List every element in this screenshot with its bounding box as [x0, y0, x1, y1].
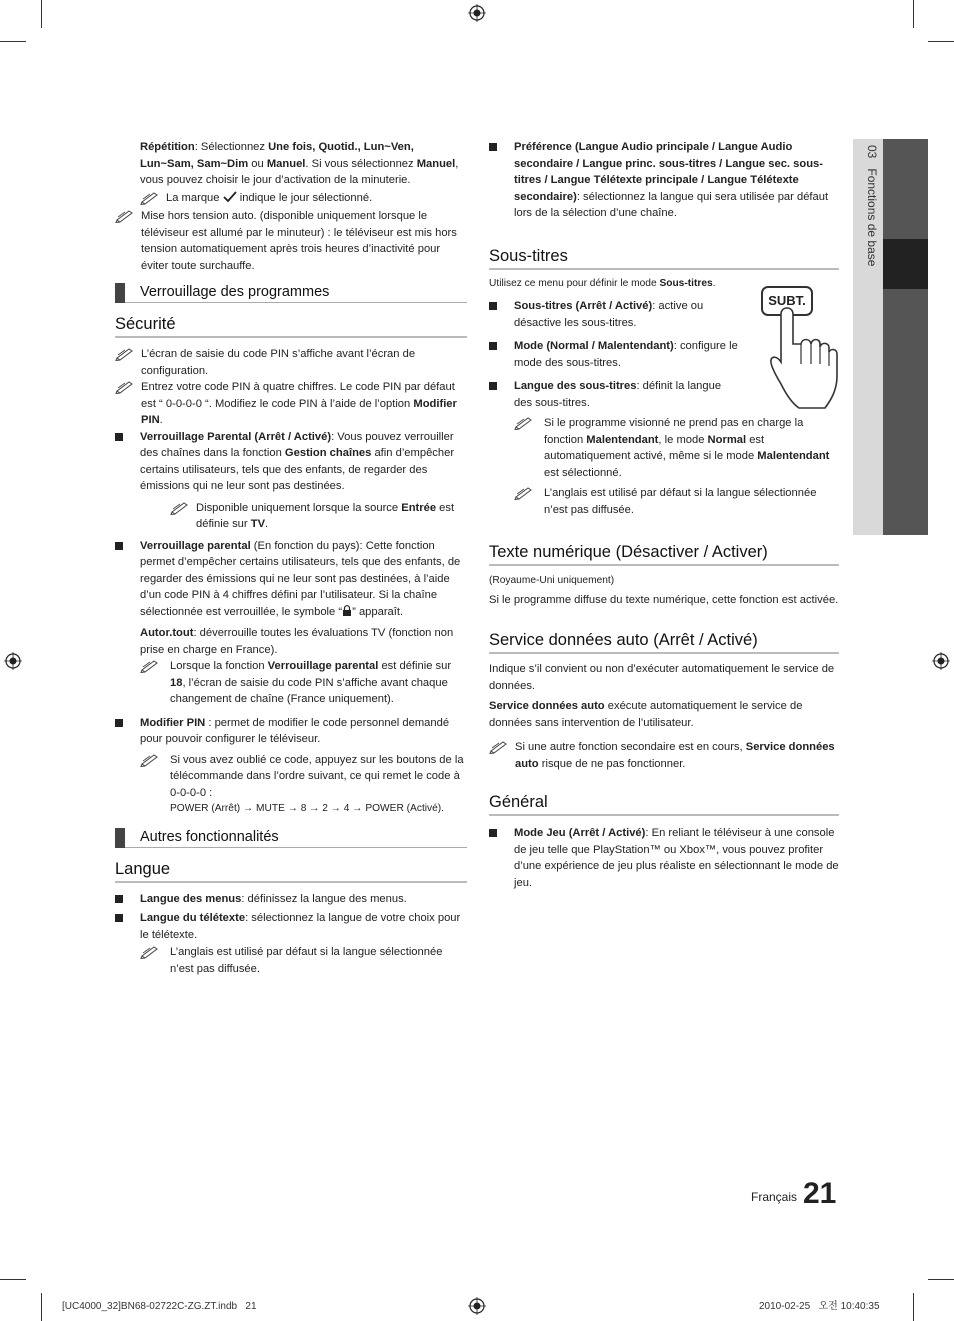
texte-description: Si le programme diffuse du texte numérique, cette fonction est activée.: [489, 593, 839, 606]
note-pin2: Entrez votre code PIN à quatre chiffres. Le code PIN par défaut est “ 0-0-0-0 “. Modifiez le code PIN à l’aide de l’option Modifier PIN.: [115, 379, 467, 429]
right-column: [489, 139, 839, 891]
note-pen-icon: [115, 379, 135, 394]
checkmark-icon: [223, 191, 237, 202]
bullet-langue-sous-titres: Langue des sous-titres: définit la langue des sous-titres.: [489, 378, 739, 411]
crop-mark: [928, 1279, 954, 1280]
crop-mark: [41, 0, 42, 28]
bullet-sous-titres-arret: Sous-titres (Arrêt / Activé): active ou désactive les sous-titres.: [489, 298, 739, 331]
subt-button: SUBT.: [761, 286, 813, 316]
page-number: 21: [803, 1177, 837, 1210]
paragraph-repetition: Répétition: Sélectionnez Une fois, Quotid., Lun~Ven, Lun~Sam, Sam~Dim ou Manuel. Si vous sélectionnez Manuel, vous pouvez choisir le jour d’activation de la minuterie.: [140, 141, 459, 186]
footer-date: 2010-02-25 오전 10:40:35: [759, 1301, 880, 1312]
texte-royaume-uni: (Royaume-Uni uniquement): [489, 575, 615, 586]
note-malentendant: Si le programme visionné ne prend pas en charge la fonction Malentendant, le mode Normal est automatiquement activé, même si le mode Malentendant est sélectionné.: [514, 415, 839, 481]
bullet-langue-menus: Langue des menus: définissez la langue des menus.: [115, 891, 467, 908]
paragraph-autor-tout: Autor.tout: déverrouille toutes les évaluations TV (fonction non prise en charge en France).: [140, 627, 454, 656]
crop-mark: [41, 1293, 42, 1321]
bullet-modifier-pin: Modifier PIN : permet de modifier le code personnel demandé pour pouvoir configurer le téléviseur.: [115, 715, 467, 748]
note-pin1: L’écran de saisie du code PIN s’affiche avant l’écran de configuration.: [115, 346, 467, 379]
chapter-tab-marker: [883, 239, 928, 289]
left-column: [115, 139, 467, 977]
registration-mark-icon: [4, 652, 22, 670]
heading-securite: Sécurité: [115, 314, 467, 338]
note-pen-icon: [170, 500, 190, 515]
heading-general: Général: [489, 792, 839, 816]
note-pen-icon: [140, 658, 160, 673]
note-pen-icon: [140, 752, 160, 767]
lock-icon: [342, 605, 352, 616]
crop-mark: [913, 1293, 914, 1321]
heading-service-donnees: Service données auto (Arrêt / Activé): [489, 630, 839, 654]
reset-sequence: POWER (Arrêt) → MUTE → 8 → 2 → 4 → POWER (Activé).: [170, 803, 445, 814]
crop-mark: [0, 1279, 26, 1280]
note-anglais-soustitres: L’anglais est utilisé par défaut si la langue sélectionnée n’est pas diffusée.: [514, 485, 839, 518]
note-pen-icon: [115, 346, 135, 361]
note-autooff: Mise hors tension auto. (disponible uniquement lorsque le téléviseur est allumé par le minuteur) : le téléviseur est mis hors tension automatiquement après trois heures d’inactivité pour éviter toute surchauffe.: [115, 208, 467, 274]
note-pen-icon: [514, 415, 534, 430]
note-anglais: L’anglais est utilisé par défaut si la langue sélectionnée n’est pas diffusée.: [140, 944, 467, 977]
heading-texte-numerique: Texte numérique (Désactiver / Activer): [489, 542, 839, 566]
registration-mark-icon: [468, 1297, 486, 1315]
remote-subt-illustration: [761, 286, 841, 416]
registration-mark-icon: [468, 4, 486, 22]
heading-verrouillage: Verrouillage des programmes: [115, 282, 467, 303]
footer-language: Français: [751, 1190, 798, 1204]
registration-mark-icon: [932, 652, 950, 670]
crop-mark: [928, 41, 954, 42]
footer-file: [UC4000_32]BN68-02722C-ZG.ZT.indb 21: [62, 1301, 257, 1312]
heading-sous-titres: Sous-titres: [489, 246, 839, 270]
heading-langue: Langue: [115, 859, 467, 883]
note-mark: La marque indique le jour sélectionné.: [140, 190, 467, 207]
chapter-label: 03 Fonctions de base: [865, 145, 879, 267]
crop-mark: [0, 41, 26, 42]
bullet-mode: Mode (Normal / Malentendant): configure le mode des sous-titres.: [489, 338, 739, 371]
service-description: Indique s’il convient ou non d’exécuter automatiquement le service de données.: [489, 663, 835, 692]
note-verrouillage-18: Lorsque la fonction Verrouillage parental est définie sur 18, l’écran de saisie du code PIN s’affiche avant chaque changement de chaîne (France uniquement).: [140, 658, 467, 708]
note-service: Si une autre fonction secondaire est en cours, Service données auto risque de ne pas fonctionner.: [489, 739, 839, 772]
bullet-verrouillage-pays: Verrouillage parental (En fonction du pays): Cette fonction permet d’empêcher certains utilisateurs, tels que des enfants, de regarder des émissions qui ne leur sont pas destinées, à l’aide d’un code PIN à 4 chiffres défini par l’utilisateur. Si la chaîne sélectionnée est verrouillée, le symbole “ ” apparaît.: [115, 538, 467, 621]
note-pen-icon: [514, 485, 534, 500]
bullet-mode-jeu: Mode Jeu (Arrêt / Activé): En reliant le téléviseur à une console de jeu telle que PlayStation™ ou Xbox™, vous pouvez profiter d’une expérience de jeu plus réaliste en sélectionnant le mode de jeu.: [489, 825, 839, 891]
bullet-verrouillage-parental: Verrouillage Parental (Arrêt / Activé): Vous pouvez verrouiller des chaînes dans la fonction Gestion chaînes afin d’empêcher certains utilisateurs, tels que des enfants, de regarder des émissions qui ne leur sont pas destinées.: [115, 429, 467, 495]
note-pen-icon: [115, 208, 135, 223]
note-pen-icon: [489, 739, 509, 754]
heading-autres: Autres fonctionnalités: [115, 827, 467, 848]
chapter-tab-dark: [883, 139, 928, 535]
note-oublie-code: Si vous avez oublié ce code, appuyez sur les boutons de la télécommande dans l’ordre suivant, ce qui remet le code à 0-0-0-0 : POWER (Arrêt) → MUTE → 8 → 2 → 4 → POWER (Activé).: [140, 752, 467, 818]
sous-titres-intro: Utilisez ce menu pour définir le mode Sous-titres.: [489, 277, 716, 289]
pointing-hand-icon: [769, 304, 841, 412]
service-auto: Service données auto exécute automatiquement le service de données sans intervention de l’utilisateur.: [489, 700, 803, 729]
bullet-langue-teletexte: Langue du télétexte: sélectionnez la langue de votre choix pour le télétexte.: [115, 910, 467, 943]
crop-mark: [913, 0, 914, 28]
note-pen-icon: [140, 944, 160, 959]
bullet-preference: Préférence (Langue Audio principale / Langue Audio secondaire / Langue princ. sous-titres / Langue sec. sous-titres / Langue Télétexte principale / Langue Télétexte secondaire): sélectionnez la langue qui sera utilisée par défaut lors de la sélection d’une chaîne.: [489, 139, 839, 222]
note-pen-icon: [140, 190, 160, 205]
note-source: Disponible uniquement lorsque la source Entrée est définie sur TV.: [170, 500, 467, 533]
